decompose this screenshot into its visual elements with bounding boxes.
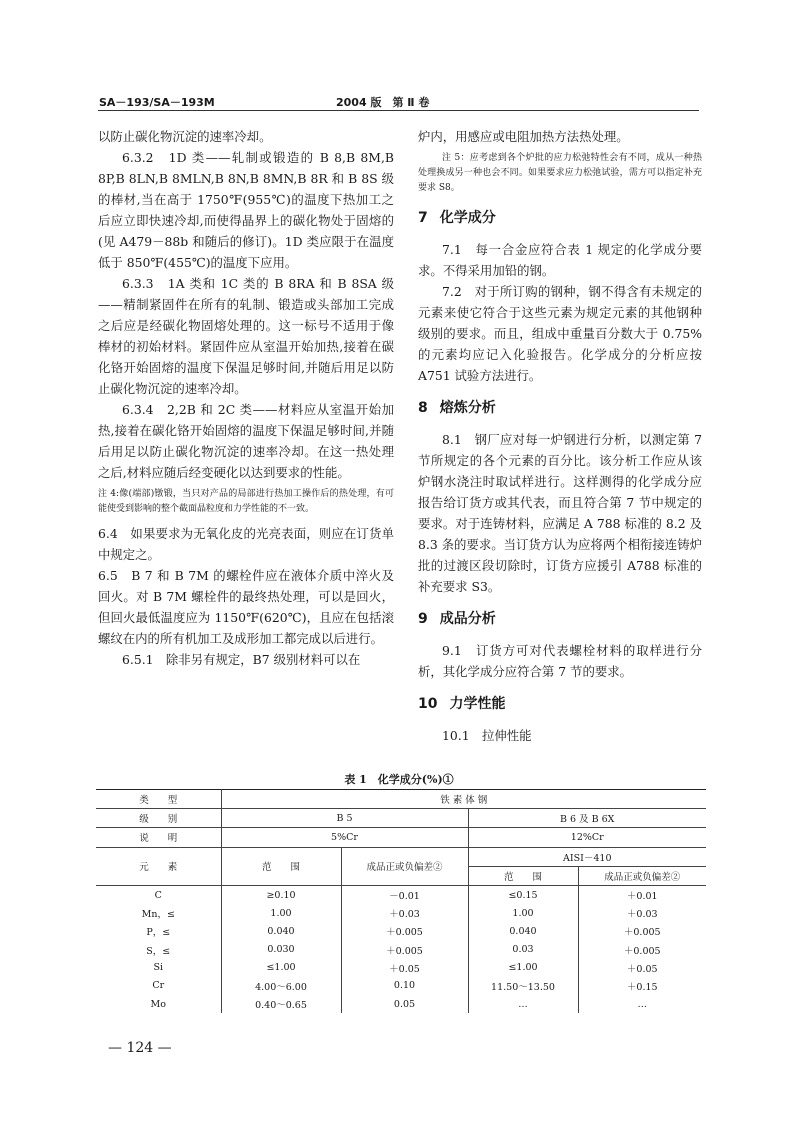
paragraph: 7.2 对于所订购的钢种，钢不得含有未规定的元素来使它符合于这些元素为规定元素的其他钢种级别的要求。而且，组成中重量百分数大于 0.75% 的元素均应记入化验报告。化学成分的分析应按 A751 试验方法进行。 [418, 284, 702, 383]
note: 注 4:像(端部)镦锻，当只对产品的局部进行热加工操作后的热处理，有可能使受到影响的整个截面晶粒度和力学性能的不一致。 [98, 489, 394, 514]
section-title: 成品分析 [439, 611, 496, 627]
table-cell: ＋0.01 [626, 891, 658, 903]
table-cell: 0.040 [468, 922, 578, 940]
section-number: 7 [418, 210, 428, 226]
section-number: 10 [418, 696, 438, 712]
section-heading [418, 208, 702, 229]
table-cell: Cr [96, 977, 221, 995]
section-title: 熔炼分析 [439, 400, 496, 416]
paragraph: 6.3.4 2,2B 和 2C 类——材料应从室温开始加热,接着在碳化铬开始固熔的温度下保温足够时间,并随后用足以防止碳化物沉淀的速率冷却。在这一热处理之后,材料应随后经变硬化以达到要求的性能。 [98, 402, 394, 480]
section-heading [418, 398, 702, 419]
table-row [96, 941, 706, 959]
table-row [96, 995, 706, 1013]
note: 注 5：应考虑到各个炉批的应力松弛特性会有不同，成从一种热处理换成另一种也会不同。如果要求应力松弛试验，需方可以指定补充要求 S8。 [418, 153, 702, 193]
paragraph: 6.5 B 7 和 B 7M 的螺栓件应在液体介质中淬火及回火。对 B 7M 螺栓件的最终热处理，可以是回火，但回火最低温度应为 1150℉(620℃)，且应在包括滚螺纹在内的所有机加工及成形加工都完成以后进行。 [98, 568, 394, 646]
table-cell: ≤0.15 [468, 885, 578, 904]
table-cell: 0.040 [221, 922, 341, 940]
grade-b5: B 5 [221, 809, 468, 828]
table-cell: ＋0.005 [623, 927, 661, 939]
subsection-heading: 10.1 拉伸性能 [442, 728, 532, 743]
section-title: 力学性能 [449, 696, 506, 712]
section-title: 化学成分 [439, 210, 496, 226]
table-cell: ＋0.03 [341, 904, 468, 922]
range-label-b5: 范 围 [221, 847, 341, 885]
paragraph: 7.1 每一合金应符合表 1 规定的化学成分要求。不得采用加铅的钢。 [418, 242, 702, 278]
table-caption: 表 1 化学成分(%)① [344, 773, 454, 786]
table-cell: Mo [96, 995, 221, 1013]
section-heading [418, 609, 702, 630]
chemical-composition-table [96, 789, 706, 1013]
right-column [418, 126, 702, 748]
table-cell: ＋0.05 [626, 963, 658, 975]
table-cell: ＋0.005 [341, 941, 468, 959]
grade-label: 级 别 [96, 809, 221, 828]
desc-b5: 5%Cr [221, 828, 468, 847]
left-column [98, 126, 394, 670]
page-number: — 124 — [108, 1040, 172, 1056]
table-cell: 0.03 [468, 941, 578, 959]
table-cell: Si [96, 959, 221, 977]
table-row [96, 977, 706, 995]
table-cell: S，≤ [96, 941, 221, 959]
table-cell: … [468, 995, 578, 1013]
tol-label-b5: 成品正或负偏差② [341, 847, 468, 885]
grade-b6: B 6 及 B 6X [468, 809, 706, 828]
section-number: 8 [418, 400, 428, 416]
table-cell: ＋0.005 [623, 945, 661, 957]
table-cell: ≤1.00 [468, 959, 578, 977]
table-cell: 1.00 [468, 904, 578, 922]
section-number: 9 [418, 611, 428, 627]
table-cell: 0.40～0.65 [221, 995, 341, 1013]
desc-label: 说 明 [96, 828, 221, 847]
table-cell: ≤1.00 [221, 959, 341, 977]
table-cell: －0.01 [341, 885, 468, 904]
table-row [96, 922, 706, 940]
paragraph: 以防止碳化物沉淀的速率冷却。 [98, 129, 272, 144]
tol-label-b6: 成品正或负偏差② [578, 866, 706, 885]
table-cell: P，≤ [96, 922, 221, 940]
paragraph: 6.4 如果要求为无氧化皮的光亮表面，则应在订货单中规定之。 [98, 526, 394, 562]
table-cell: 4.00～6.00 [221, 977, 341, 995]
header-rule [98, 110, 699, 111]
element-label: 元 素 [96, 847, 221, 885]
table-row [96, 885, 706, 904]
paragraph: 6.3.3 1A 类和 1C 类的 B 8RA 和 B 8SA 级——精制紧固件在所有的轧制、锻造或头部加工完成之后应是经碳化物固熔处理的。这一标号不适用于像棒材的初始材料。紧固件应从室温开始加热,接着在碳化铬开始固熔的温度下保温足够时间,并随后用足以防止碳化物沉淀的速率冷却。 [98, 276, 394, 396]
table-cell: … [637, 998, 647, 1010]
range-label-b6: 范 围 [468, 866, 578, 885]
section-heading [418, 694, 702, 715]
desc-b6: 12%Cr [468, 828, 706, 847]
table-row [96, 904, 706, 922]
table-cell: ＋0.05 [341, 959, 468, 977]
table-cell: 0.05 [341, 995, 468, 1013]
table-cell: 0.10 [341, 977, 468, 995]
table-cell: ＋0.005 [341, 922, 468, 940]
table-cell: 1.00 [221, 904, 341, 922]
paragraph: 6.3.2 1D 类——轧制或锻造的 B 8,B 8M,B 8P,B 8LN,B 8MLN,B 8N,B 8MN,B 8R 和 B 8S 级的棒材,当在高于 1750℉(955℃)的温度下热加工之后应立即快速冷却,而使得晶界上的碳化物处于固熔的(见 A479－88b 和随后的修订)。1D 类应限于在温度低于 850℉(455℃)的温度下应用。 [98, 150, 394, 270]
paragraph: 炉内，用感应或电阻加热方法热处理。 [418, 129, 629, 144]
aisi-label: AISI－410 [468, 847, 706, 866]
paragraph: 6.5.1 除非另有规定，B7 级别材料可以在 [122, 652, 361, 667]
table-cell: ＋0.03 [626, 909, 658, 921]
header-center: 2004 版 第 Ⅱ 卷 [336, 96, 430, 109]
type-value: 铁 素 体 钢 [221, 790, 706, 809]
paragraph: 9.1 订货方可对代表螺栓材料的取样进行分析，其化学成分应符合第 7 节的要求。 [418, 643, 702, 679]
table-cell: Mn，≤ [96, 904, 221, 922]
table-cell: ≥0.10 [221, 885, 341, 904]
table-cell: 11.50～13.50 [468, 977, 578, 995]
table-cell: C [96, 885, 221, 904]
table-cell: ＋0.15 [626, 981, 658, 993]
paragraph: 8.1 钢厂应对每一炉钢进行分析，以测定第 7 节所规定的各个元素的百分比。该分析工作应从该炉钢水浇注时取试样进行。这样测得的化学成分应报告给订货方或其代表，而且符合第 7 节中规定的要求。对于连铸材料，应满足 A 788 标准的 8.2 及 8.3 条的要求。当订货方认为应将两个相衔接连铸炉批的过渡区段切除时，订货方应援引 A788 标准的补充要求 S3。 [418, 432, 702, 594]
header-left: SA－193/SA－193M [99, 96, 215, 109]
table-cell: 0.030 [221, 941, 341, 959]
table-row [96, 959, 706, 977]
type-label: 类 型 [96, 790, 221, 809]
